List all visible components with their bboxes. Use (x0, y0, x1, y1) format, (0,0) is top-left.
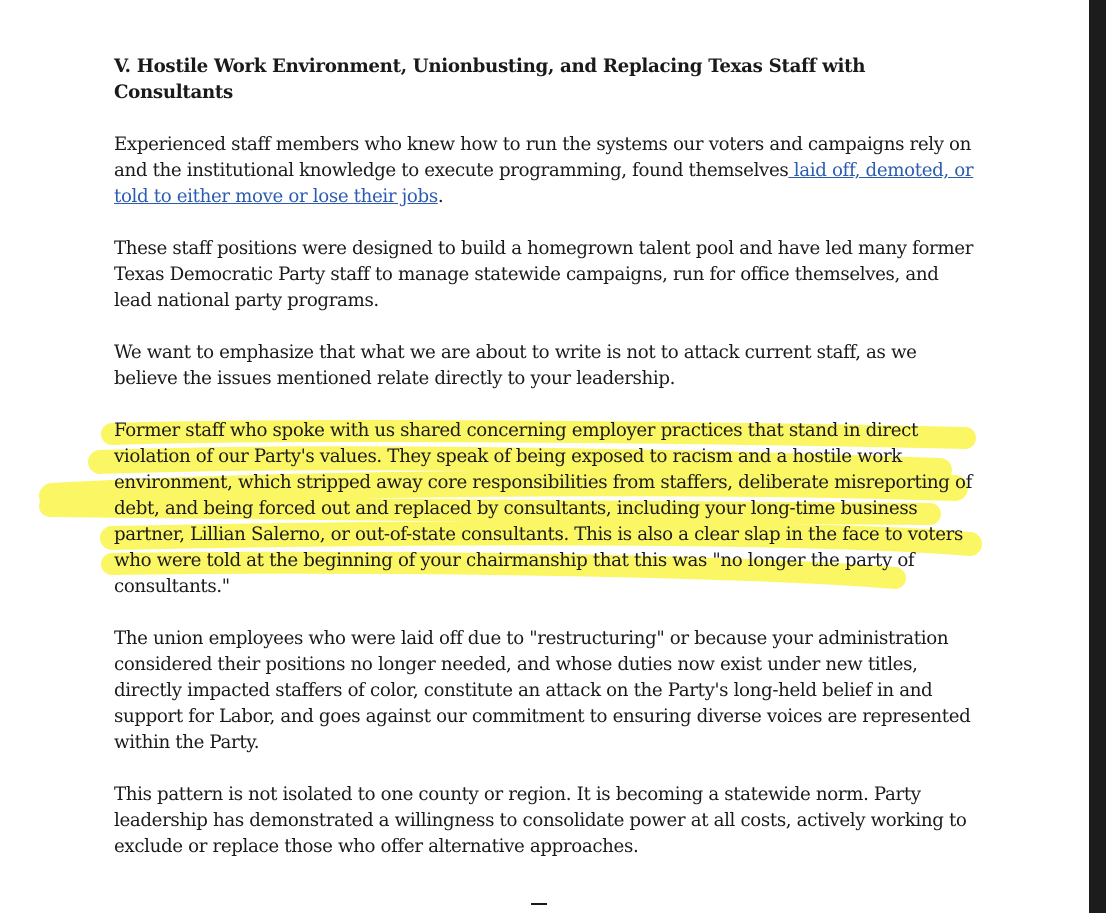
paragraph-experienced-staff (114, 132, 974, 210)
paragraph-1-text: Experienced staff members who knew how to run the systems our voters and campaigns rely on and the institutional knowledge to execute programming, found themselves (114, 134, 972, 181)
page-separator-dash (531, 903, 547, 905)
paragraph-pattern: This pattern is not isolated to one county or region. It is becoming a statewide norm. Party leadership has demonstrated a willingness to consolidate power at all costs, actively working to exclude or replace those who offer alternative approaches. (114, 784, 967, 857)
document-body (114, 54, 974, 886)
paragraph-staff-positions: These staff positions were designed to build a homegrown talent pool and have led many former Texas Democratic Party staff to manage statewide campaigns, run for office themselves, and lead national party programs. (114, 238, 974, 311)
paragraph-1-end: . (437, 186, 444, 207)
paragraph-highlighted-former-staff: Former staff who spoke with us shared concerning employer practices that stand in direct violation of our Party's values. They speak of being exposed to racism and a hostile work environment, which stripped away core responsibilities from staffers, deliberate misreporting of debt, and being forced out and replaced by consultants, including your long-time business partner, Lillian Salerno, or out-of-state consultants. This is also a clear slap in the face to voters who were told at the beginning of your chairmanship that this was "no longer the party of consultants." (114, 420, 972, 597)
window-right-edge (1089, 0, 1106, 913)
paragraph-emphasize: We want to emphasize that what we are about to write is not to attack current staff, as we believe the issues mentioned relate directly to your leadership. (114, 342, 917, 389)
section-heading: V. Hostile Work Environment, Unionbusting, and Replacing Texas Staff with Consultants (114, 56, 866, 103)
paragraph-union-employees: The union employees who were laid off due to "restructuring" or because your administration considered their positions no longer needed, and whose duties now exist under new titles, directly impacted staffers of color, constitute an attack on the Party's long-held belief in and support for Labor, and goes against our commitment to ensuring diverse voices are represented within the Party. (114, 628, 971, 753)
laid-off-demoted-link[interactable]: laid off, demoted, or told to either move or lose their jobs (114, 160, 974, 207)
